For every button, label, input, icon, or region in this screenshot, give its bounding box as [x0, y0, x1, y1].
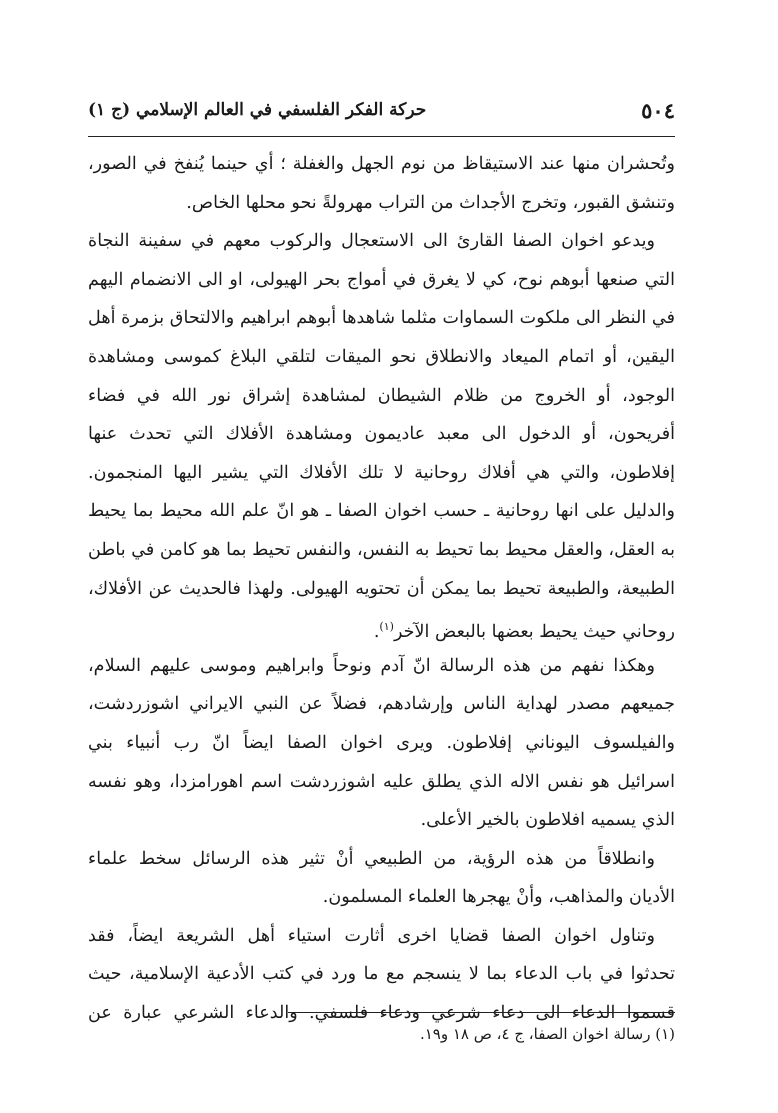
- sentence-end: .: [373, 622, 380, 643]
- text-line: التي صنعها أبوهم نوح، كي لا يغرق في أمواج بحر الهيولى، او الى الانضمام اليهم: [88, 269, 675, 290]
- text-line: الأديان والمذاهب، وأنْ يهجرها العلماء المسلمون.: [322, 887, 675, 908]
- text-line: وتنشق القبور، وتخرج الأجداث من التراب مهرولةً نحو محلها الخاص.: [186, 192, 675, 213]
- text-line: والفيلسوف اليوناني إفلاطون. ويرى اخوان الصفا ايضاً انّ رب أنبياء بني: [88, 732, 675, 753]
- text-line: الذي يسميه افلاطون بالخير الأعلى.: [420, 810, 675, 831]
- text-line: الطبيعة، والطبيعة تحيط بما يمكن أن تحتويه الهيولى. ولهذا فالحديث عن الأفلاك،: [88, 578, 675, 599]
- text-line: اسرائيل هو نفس الاله الذي يطلق عليه اشوزردشت اسم اهورامزدا، وهو نفسه: [88, 771, 675, 792]
- text-line: به العقل، والعقل محيط بما تحيط به النفس، والنفس تحيط بما هو كامن في باطن: [88, 539, 675, 560]
- text-line: الوجود، أو الخروج من ظلام الشيطان لمشاهدة إشراق نور الله في فضاء: [88, 385, 675, 406]
- page-header: [88, 96, 675, 130]
- text-line: والدليل على انها روحانية ـ حسب اخوان الصفا ـ هو انّ علم الله محيط بما يحيط: [88, 501, 675, 522]
- text-line: جميعهم مصدر لهداية الناس وإرشادهم، فضلاً عن النبي الايراني اشوزردشت،: [88, 694, 675, 715]
- running-title: حركة الفكر الفلسفي في العالم الإسلامي (ج ١): [88, 100, 427, 120]
- text-line: ويدعو اخوان الصفا القارئ الى الاستعجال والركوب معهم في سفينة النجاة: [88, 231, 655, 252]
- footnote-rule: [288, 1012, 675, 1013]
- text-line: في النظر الى ملكوت السماوات مثلما شاهدها أبوهم ابراهيم والالتحاق بزمرة أهل: [88, 308, 675, 329]
- text-line: اليقين، أو اتمام الميعاد والانطلاق نحو الميقات لتلقي البلاغ كموسى ومشاهدة: [88, 346, 675, 367]
- text-line: وتُحشران منها عند الاستيقاظ من نوم الجهل والغفلة ؛ أي حينما يُنفخ في الصور،: [88, 154, 675, 174]
- text-line: وانطلاقاً من هذه الرؤية، من الطبيعي أنْ تثير هذه الرسائل سخط علماء: [88, 848, 655, 869]
- text-line-with-footnote: [88, 608, 675, 647]
- body-text: [88, 145, 675, 1033]
- text-line: وتناول اخوان الصفا قضايا اخرى أثارت استياء أهل الشريعة ايضاً، فقد: [88, 925, 655, 946]
- text-line: تحدثوا في باب الدعاء بما لا ينسجم مع ما ورد في كتب الأدعية الإسلامية، حيث: [88, 964, 675, 985]
- page-number: ٥٠٤: [641, 98, 675, 123]
- footnote: (١) رسالة اخوان الصفا، ج ٤، ص ١٨ و١٩.: [419, 1025, 675, 1043]
- text-line: إفلاطون، والتي هي أفلاك روحانية لا تلك الأفلاك التي يشير اليها المنجمون.: [88, 462, 675, 483]
- text-line: قسموا الدعاء الى دعاء شرعي ودعاء فلسفي. والدعاء الشرعي عبارة عن: [88, 1003, 675, 1024]
- text-line: أفريحون، أو الدخول الى معبد عاديمون ومشاهدة الأفلاك التي تحدث عنها: [88, 424, 675, 445]
- text-line: وهكذا نفهم من هذه الرسالة انّ آدم ونوحاً وابراهيم وموسى عليهم السلام،: [88, 655, 655, 676]
- text-segment: روحاني حيث يحيط بعضها بالبعض الآخر: [393, 622, 675, 643]
- footnote-reference: (١): [379, 620, 394, 634]
- header-rule: [88, 136, 675, 137]
